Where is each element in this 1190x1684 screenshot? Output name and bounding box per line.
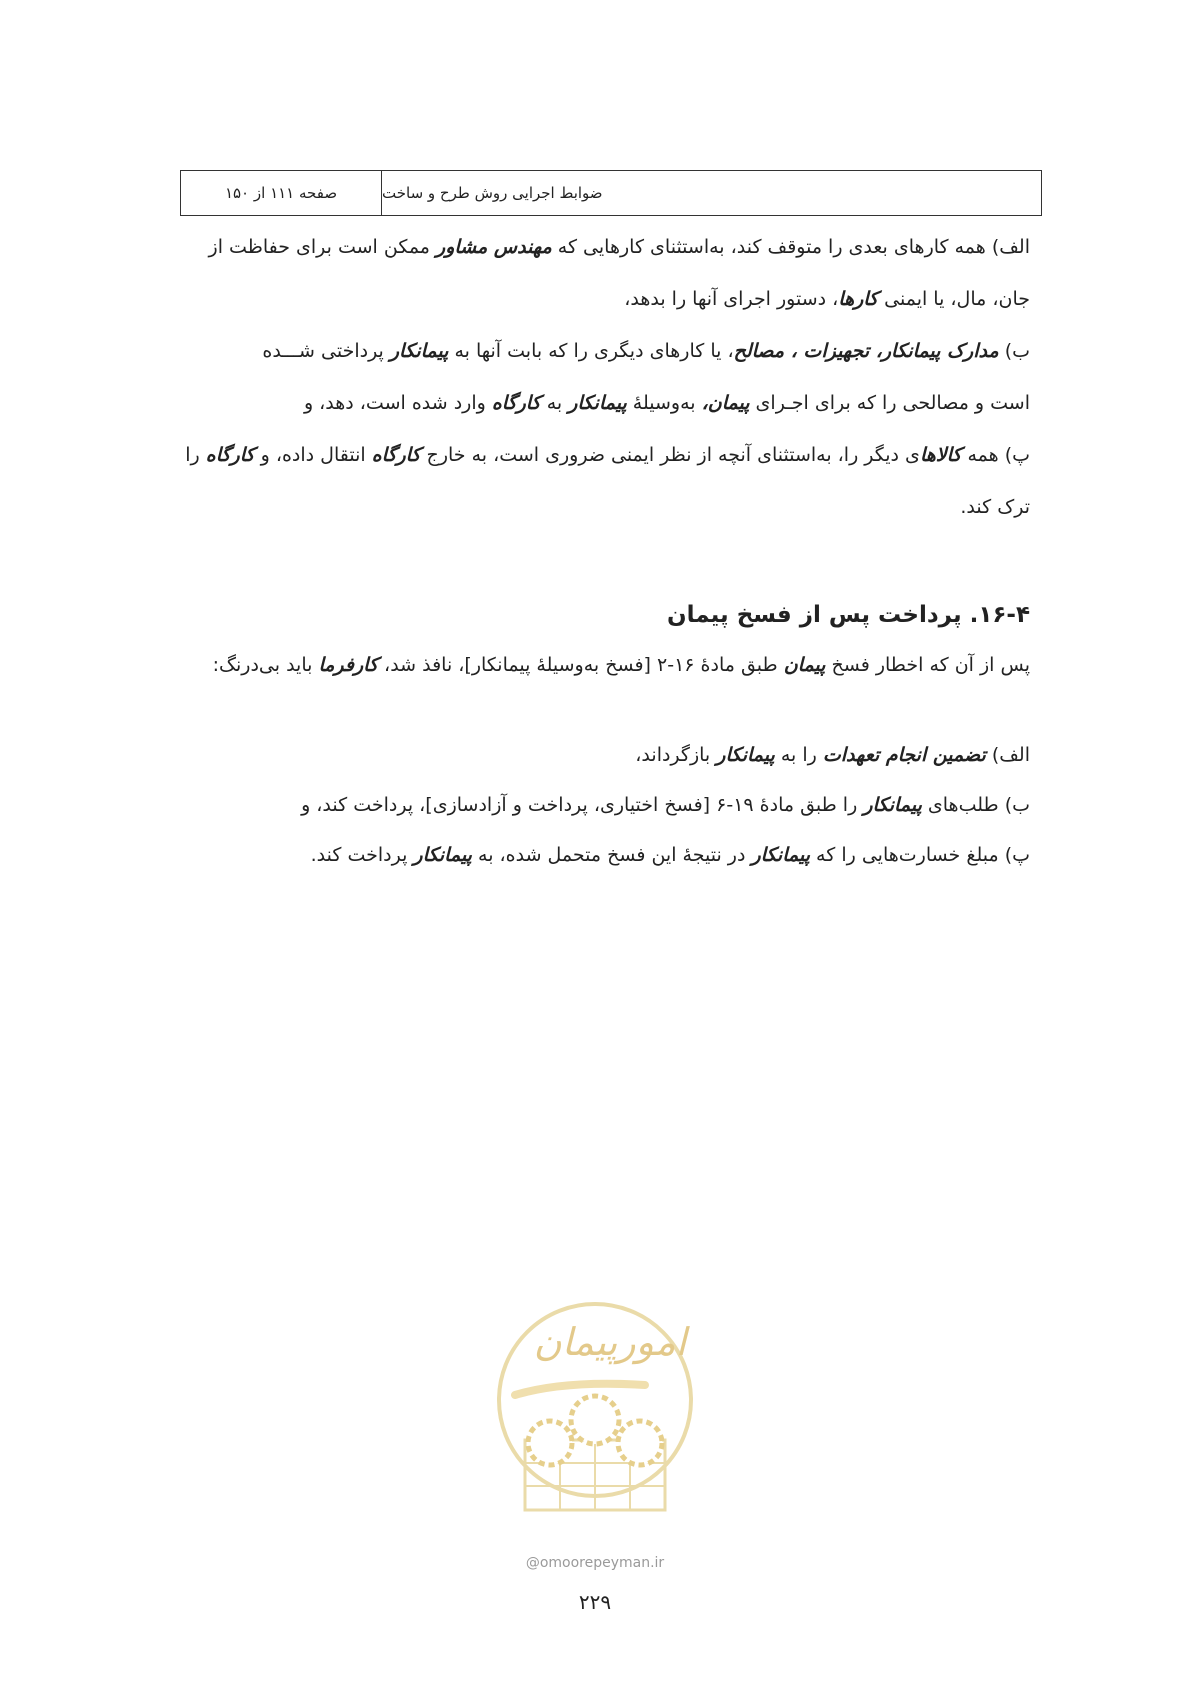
clause-pe-line-2: ترک کند. [960,496,1030,518]
logo-url: @omoorepeyman.ir [525,1555,665,1571]
page-number: ۲۲۹ [578,1590,612,1614]
clause-alef-line-2: جان، مال، یا ایمنی کارها، دستور اجرای آنها را بدهد، [624,288,1030,310]
page-info: صفحه ۱۱۱ از ۱۵۰ [181,171,382,215]
watermark-logo [495,1285,695,1550]
logo-graphic [495,1285,695,1550]
item-pe: پ) مبلغ خسارت‌هایی را که پیمانکار در نتیجهٔ این فسخ متحمل شده، به پیمانکار پرداخت کند. [310,844,1030,866]
clause-alef-line-1: الف) همه کارهای بعدی را متوقف کند، به‌استثنای کارهایی که مهندس مشاور ممکن است برای حفاظت از [208,236,1030,258]
intro-paragraph: پس از آن که اخطار فسخ پیمان طبق مادهٔ ۱۶-۲ [فسخ به‌وسیلهٔ پیمانکار]، نافذ شد، کارفرما باید بی‌درنگ: [212,654,1030,676]
document-title: ضوابط اجرایی روش طرح و ساخت [382,184,603,202]
item-alef: الف) تضمین انجام تعهدات را به پیمانکار بازگرداند، [635,744,1030,766]
section-heading: ۱۶-۴. پرداخت پس از فسخ پیمان [666,602,1030,628]
svg-text:امورپیمان: امورپیمان [533,1320,687,1364]
clause-pe-line-1: پ) همه کالاهای دیگر را، به‌استثنای آنچه از نظر ایمنی ضروری است، به خارج کارگاه انتقال داده، و کارگاه را [185,444,1030,466]
clause-be-line-2: است و مصالحی را که برای اجـرای پیمان، به‌وسیلهٔ پیمانکار به کارگاه وارد شده است، دهد، و [303,392,1030,414]
clause-be-line-1: ب) مدارک پیمانکار، تجهیزات ، مصالح، یا کارهای دیگری را که بابت آنها به پیمانکار پرداختی شـــده [262,340,1030,362]
item-be: ب) طلب‌های پیمانکار را طبق مادهٔ ۱۹-۶ [فسخ اختیاری، پرداخت و آزادسازی]، پرداخت کند، و [301,794,1030,816]
page-header [180,170,1042,216]
